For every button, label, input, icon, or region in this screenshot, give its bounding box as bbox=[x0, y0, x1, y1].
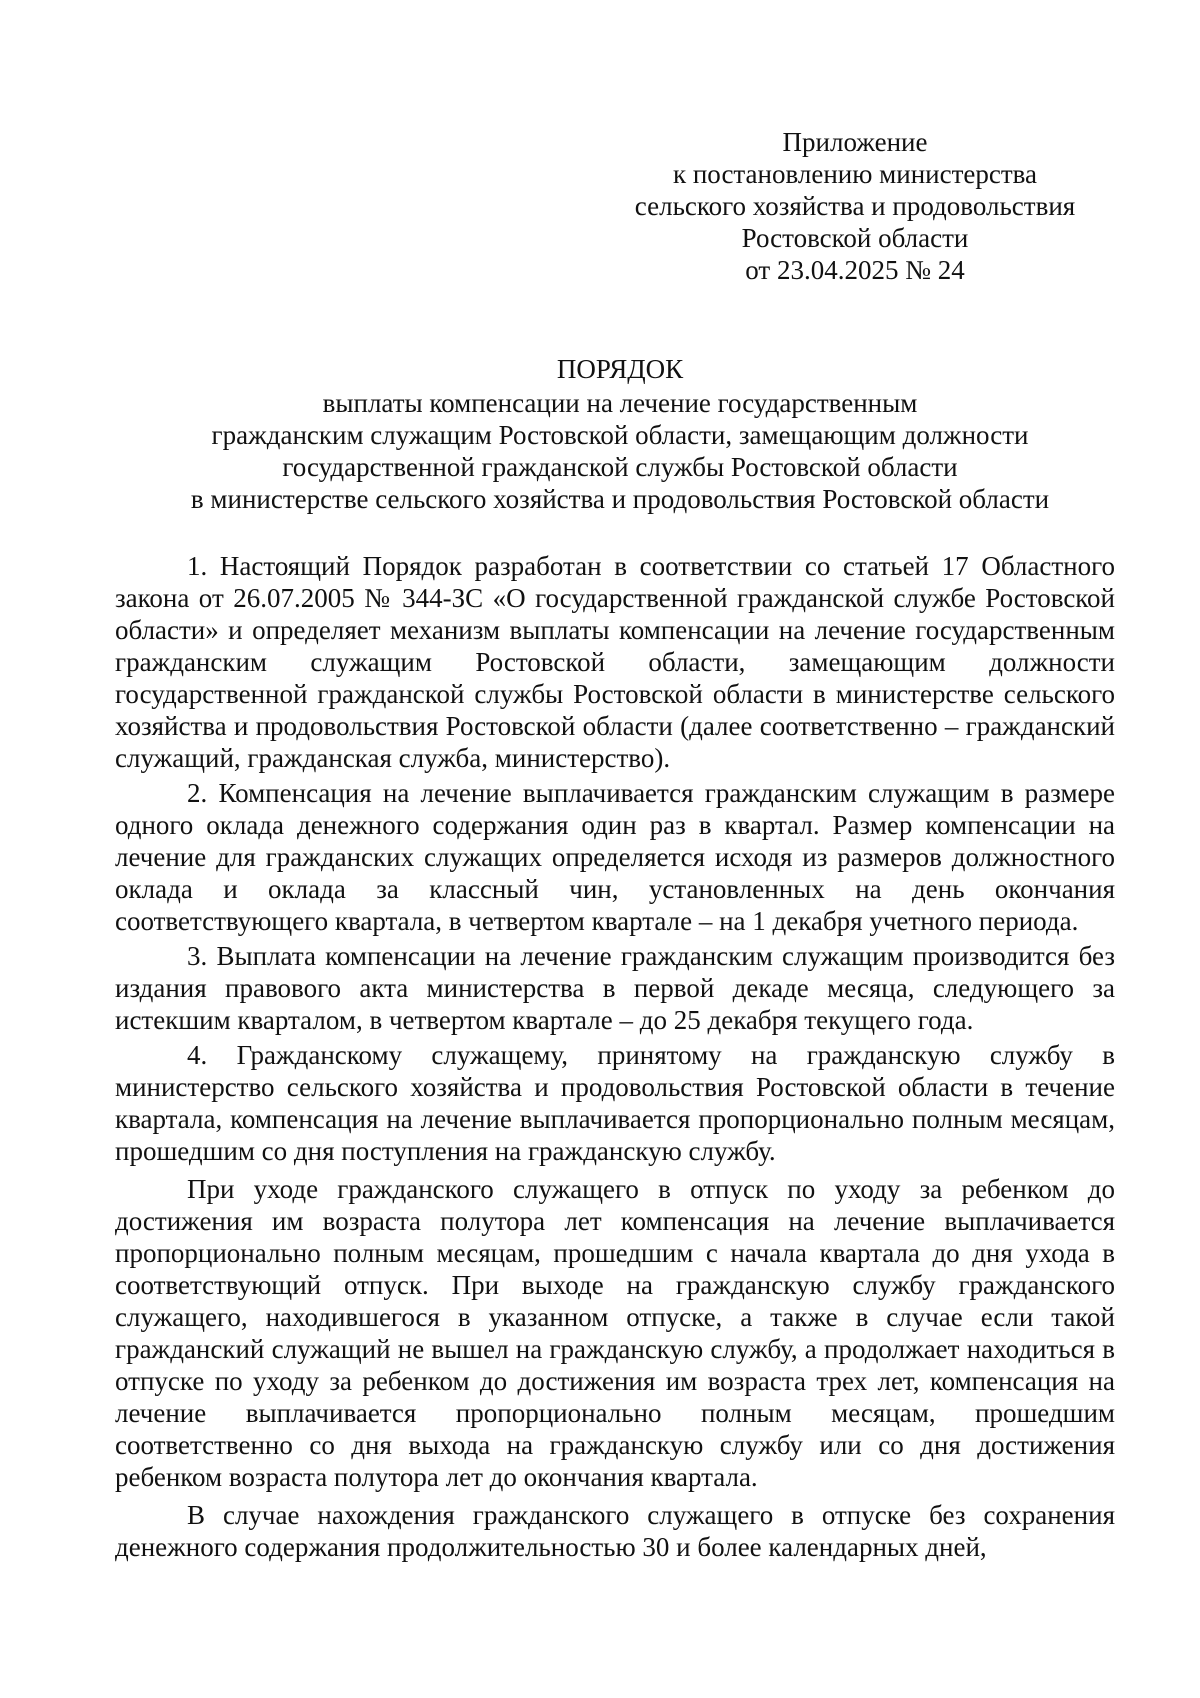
document-body bbox=[115, 550, 1115, 1566]
document-subtitle-line: в министерстве сельского хозяйства и продовольствия Ростовской области bbox=[190, 484, 1050, 514]
approval-stamp-block bbox=[620, 126, 1090, 286]
document-subtitle-line: выплаты компенсации на лечение государственным bbox=[322, 388, 918, 418]
document-subtitle-line: государственной гражданской службы Ростовской области bbox=[282, 452, 958, 482]
paragraph-4-leave: При уходе гражданского служащего в отпуск по уходу за ребенком до достижения им возраста полутора лет компенсация на лечение выплачивается пропорционально полным месяцам, прошедшим с начала квартала до дня ухода в соответствующий отпуск. При выходе на гражданскую службу гражданского служащего, находившегося в указанном отпуске, а также в случае если такой гражданский служащий не вышел на гражданскую службу, а продолжает находиться в отпуске по уходу за ребенком до достижения им возраста трех лет, компенсация на лечение выплачивается пропорционально полным месяцам, прошедшим соответственно со дня выхода на гражданскую службу или со дня достижения ребенком возраста полутора лет до окончания квартала. bbox=[115, 1174, 1115, 1492]
approval-line: от 23.04.2025 № 24 bbox=[745, 255, 965, 285]
approval-line: Ростовской области bbox=[741, 223, 969, 253]
document-subtitle-line: гражданским служащим Ростовской области, замещающим должности bbox=[211, 420, 1029, 450]
paragraph-4-unpaid-leave: В случае нахождения гражданского служащего в отпуске без сохранения денежного содержания продолжительностью 30 и более календарных дней, bbox=[115, 1500, 1115, 1562]
approval-line: к постановлению министерства bbox=[672, 159, 1038, 189]
approval-line: сельского хозяйства и продовольствия bbox=[634, 191, 1076, 221]
document-title bbox=[120, 353, 1120, 515]
approval-line: Приложение bbox=[782, 127, 928, 157]
paragraph-3: 3. Выплата компенсации на лечение гражданским служащим производится без издания правового акта министерства в первой декаде месяца, следующего за истекшим кварталом, в четвертом квартале – до 25 декабря текущего года. bbox=[115, 941, 1115, 1035]
paragraph-2: 2. Компенсация на лечение выплачивается гражданским служащим в размере одного оклада денежного содержания один раз в квартал. Размер компенсации на лечение для гражданских служащих определяется исходя из размеров должностного оклада и оклада за классный чин, установленных на день окончания соответствующего квартала, в четвертом квартале – на 1 декабря учетного периода. bbox=[115, 778, 1115, 936]
paragraph-1: 1. Настоящий Порядок разработан в соответствии со статьей 17 Областного закона от 26.07.2005 № 344-ЗС «О государственной гражданской службе Ростовской области» и определяет механизм выплаты компенсации на лечение государственным гражданским служащим Ростовской области, замещающим должности государственной гражданской службы Ростовской области в министерстве сельского хозяйства и продовольствия Ростовской области (далее соответственно – гражданский служащий, гражданская служба, министерство). bbox=[115, 551, 1115, 773]
document-heading: ПОРЯДОК bbox=[556, 354, 684, 384]
paragraph-4: 4. Гражданскому служащему, принятому на гражданскую службу в министерство сельского хозяйства и продовольствия Ростовской области в течение квартала, компенсация на лечение выплачивается пропорционально полным месяцам, прошедшим со дня поступления на гражданскую службу. bbox=[115, 1040, 1115, 1166]
